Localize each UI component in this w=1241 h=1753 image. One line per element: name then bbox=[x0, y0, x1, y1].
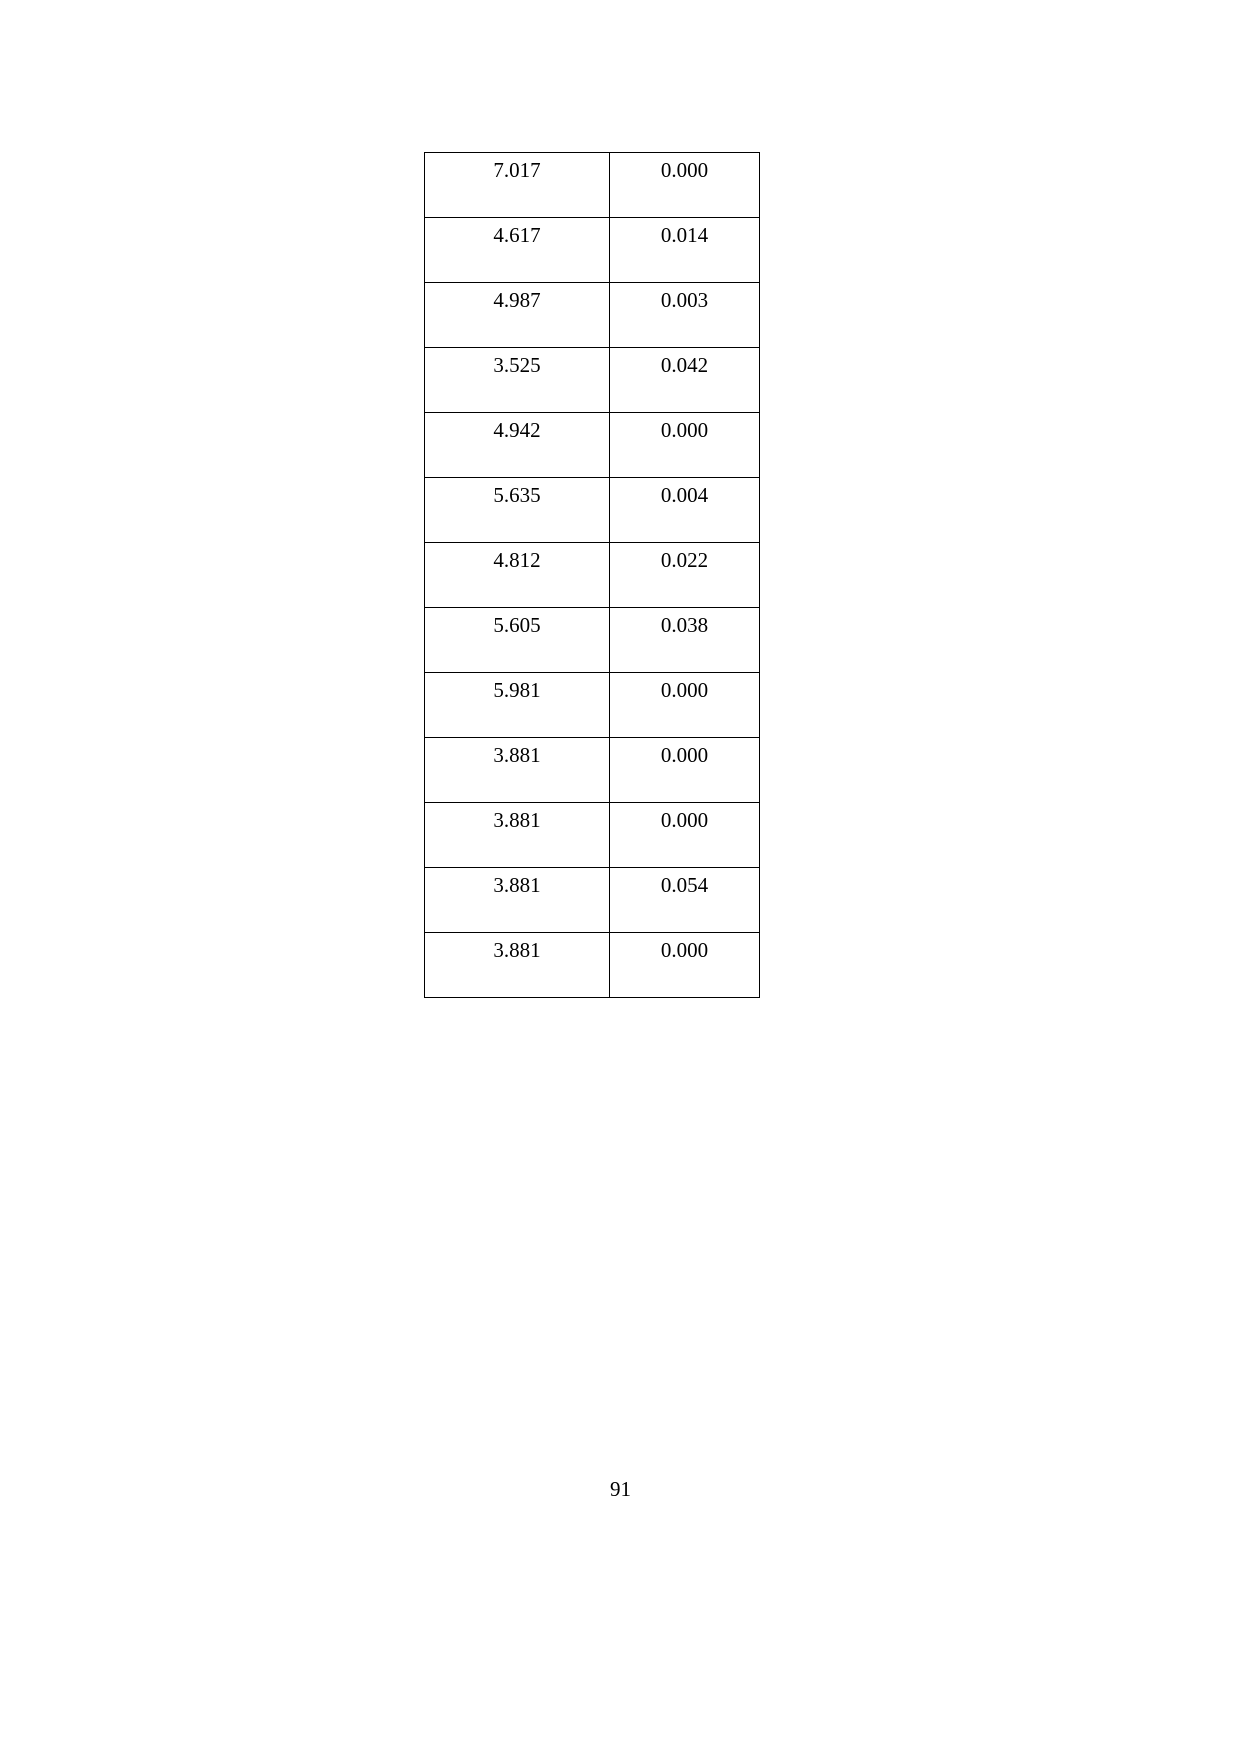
table-row bbox=[425, 673, 760, 738]
table-row bbox=[425, 868, 760, 933]
cell-significance: 0.004 bbox=[610, 478, 760, 543]
cell-statistic: 5.635 bbox=[425, 478, 610, 543]
cell-statistic: 3.525 bbox=[425, 348, 610, 413]
cell-significance: 0.000 bbox=[610, 153, 760, 218]
cell-significance: 0.038 bbox=[610, 608, 760, 673]
table-row bbox=[425, 543, 760, 608]
cell-significance: 0.000 bbox=[610, 803, 760, 868]
table-row bbox=[425, 348, 760, 413]
cell-significance: 0.022 bbox=[610, 543, 760, 608]
table-row bbox=[425, 478, 760, 543]
cell-significance: 0.000 bbox=[610, 738, 760, 803]
table-body bbox=[425, 153, 760, 998]
page-number: 91 bbox=[610, 1477, 631, 1501]
cell-statistic: 4.812 bbox=[425, 543, 610, 608]
table-row bbox=[425, 738, 760, 803]
cell-statistic: 4.617 bbox=[425, 218, 610, 283]
cell-statistic: 3.881 bbox=[425, 803, 610, 868]
table-row bbox=[425, 153, 760, 218]
cell-significance: 0.000 bbox=[610, 413, 760, 478]
cell-statistic: 4.987 bbox=[425, 283, 610, 348]
table-row bbox=[425, 413, 760, 478]
table-row bbox=[425, 803, 760, 868]
cell-statistic: 5.605 bbox=[425, 608, 610, 673]
table-row bbox=[425, 283, 760, 348]
cell-statistic: 7.017 bbox=[425, 153, 610, 218]
cell-statistic: 4.942 bbox=[425, 413, 610, 478]
cell-significance: 0.000 bbox=[610, 673, 760, 738]
table-row bbox=[425, 933, 760, 998]
statistics-table bbox=[424, 152, 760, 998]
cell-significance: 0.042 bbox=[610, 348, 760, 413]
table-row bbox=[425, 218, 760, 283]
cell-statistic: 3.881 bbox=[425, 738, 610, 803]
cell-significance: 0.000 bbox=[610, 933, 760, 998]
cell-significance: 0.014 bbox=[610, 218, 760, 283]
cell-statistic: 3.881 bbox=[425, 933, 610, 998]
cell-significance: 0.003 bbox=[610, 283, 760, 348]
table-row bbox=[425, 608, 760, 673]
cell-significance: 0.054 bbox=[610, 868, 760, 933]
cell-statistic: 3.881 bbox=[425, 868, 610, 933]
cell-statistic: 5.981 bbox=[425, 673, 610, 738]
